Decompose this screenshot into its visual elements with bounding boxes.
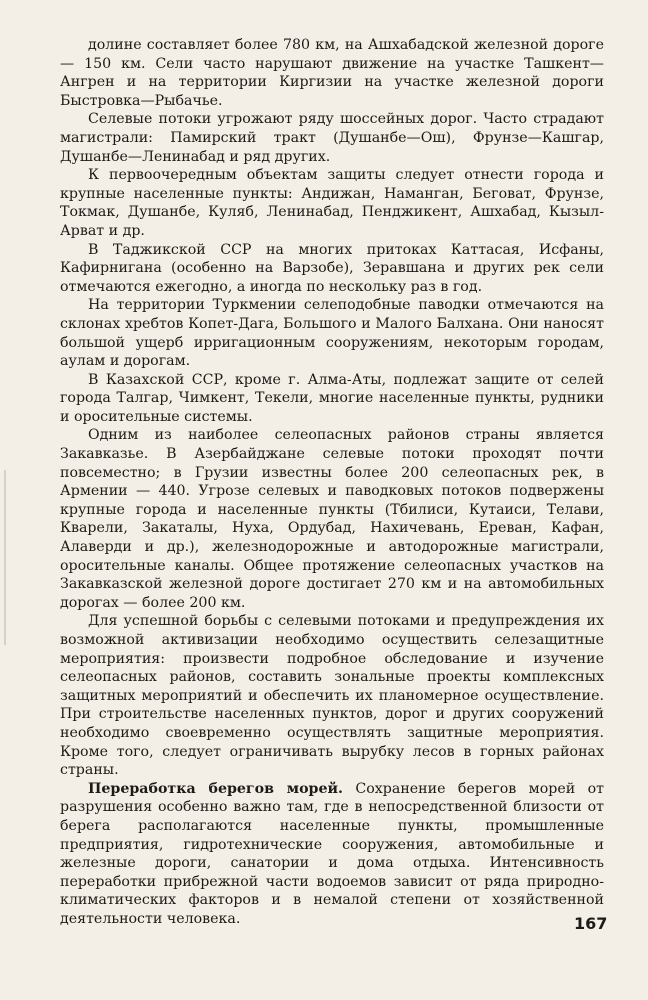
- paragraph: долине составляет более 780 км, на Ашхабадской железной дороге — 150 км. Сели часто нарушают движение на участке Ташкент—Ангрен и на территории Киргизии на участке железной дороги Быстровка—Рыбачье.: [60, 37, 604, 109]
- paragraph: В Таджикской ССР на многих притоках Каттасая, Исфаны, Кафирнигана (особенно на Варзобе), Зеравшана и других рек сели отмечаются ежегодно, а иногда по нескольку раз в год.: [60, 241, 604, 295]
- paragraph: Одним из наиболее селеопасных районов страны является Закавказье. В Азербайджане селевые потоки проходят почти повсеместно; в Грузии известны более 200 селеопасных рек, в Армении — 440. Угрозе селевых и паводковых потоков подвержены крупные города и населенные пункты (Тбилиси, Кутаиси, Телави, Кварели, Закаталы, Нуха, Ордубад, Нахичевань, Ереван, Кафан, Алаверди и др.), железнодорожные и автодорожные магистрали, оросительные каналы. Общее протяжение селеопасных участков на Закавказской железной дороге достигает 270 км и на автомобильных дорогах — более 200 км.: [60, 427, 604, 611]
- section-paragraph: [60, 780, 604, 929]
- paragraph: Для успешной борьбы с селевыми потоками и предупреждения их возможной активизации необходимо осуществить селезащитные мероприятия: произвести подробное обследование и изучение селеопасных районов, составить зональные проекты комплексных защитных мероприятий и обеспечить их планомерное осуществление. При строительстве населенных пунктов, дорог и других сооружений необходимо своевременно осуществлять защитные мероприятия. Кроме того, следует ограничивать вырубку лесов в горных районах страны.: [60, 613, 604, 779]
- paragraph: На территории Туркмении селеподобные паводки отмечаются на склонах хребтов Копет-Дага, Большого и Малого Балхана. Они наносят большой ущерб ирригационным сооружениям, некоторым городам, аулам и дорогам.: [60, 297, 604, 370]
- paragraph: К первоочередным объектам защиты следует отнести города и крупные населенные пункты: Андижан, Наманган, Беговат, Фрунзе, Токмак, Душанбе, Куляб, Ленинабад, Пенджикент, Ашхабад, Кызыл-Арват и др.: [60, 167, 604, 239]
- section-heading: Переработка берегов морей.: [88, 780, 343, 797]
- paragraph: В Казахской ССР, кроме г. Алма-Аты, подлежат защите от селей города Талгар, Чимкент, Текели, многие населенные пункты, рудники и оросительные системы.: [60, 371, 604, 425]
- paragraph: Селевые потоки угрожают ряду шоссейных дорог. Часто страдают магистрали: Памирский тракт (Душанбе—Ош), Фрунзе—Кашгар, Душанбе—Ленинабад и ряд других.: [60, 111, 604, 165]
- page-body: [60, 36, 604, 929]
- binding-mark: [4, 470, 16, 645]
- page-number: 167: [574, 914, 608, 933]
- section-text: Сохранение берегов морей от разрушения особенно важно там, где в непосредственной близости от берега располагаются населенные пункты, промышленные предприятия, гидротехнические сооружения, автомобильные и железные дороги, санатории и дома отдыха. Интенсивность переработки прибрежной части водоемов зависит от ряда природно-климатических факторов и в немалой степени от хозяйственной деятельности человека.: [60, 780, 604, 927]
